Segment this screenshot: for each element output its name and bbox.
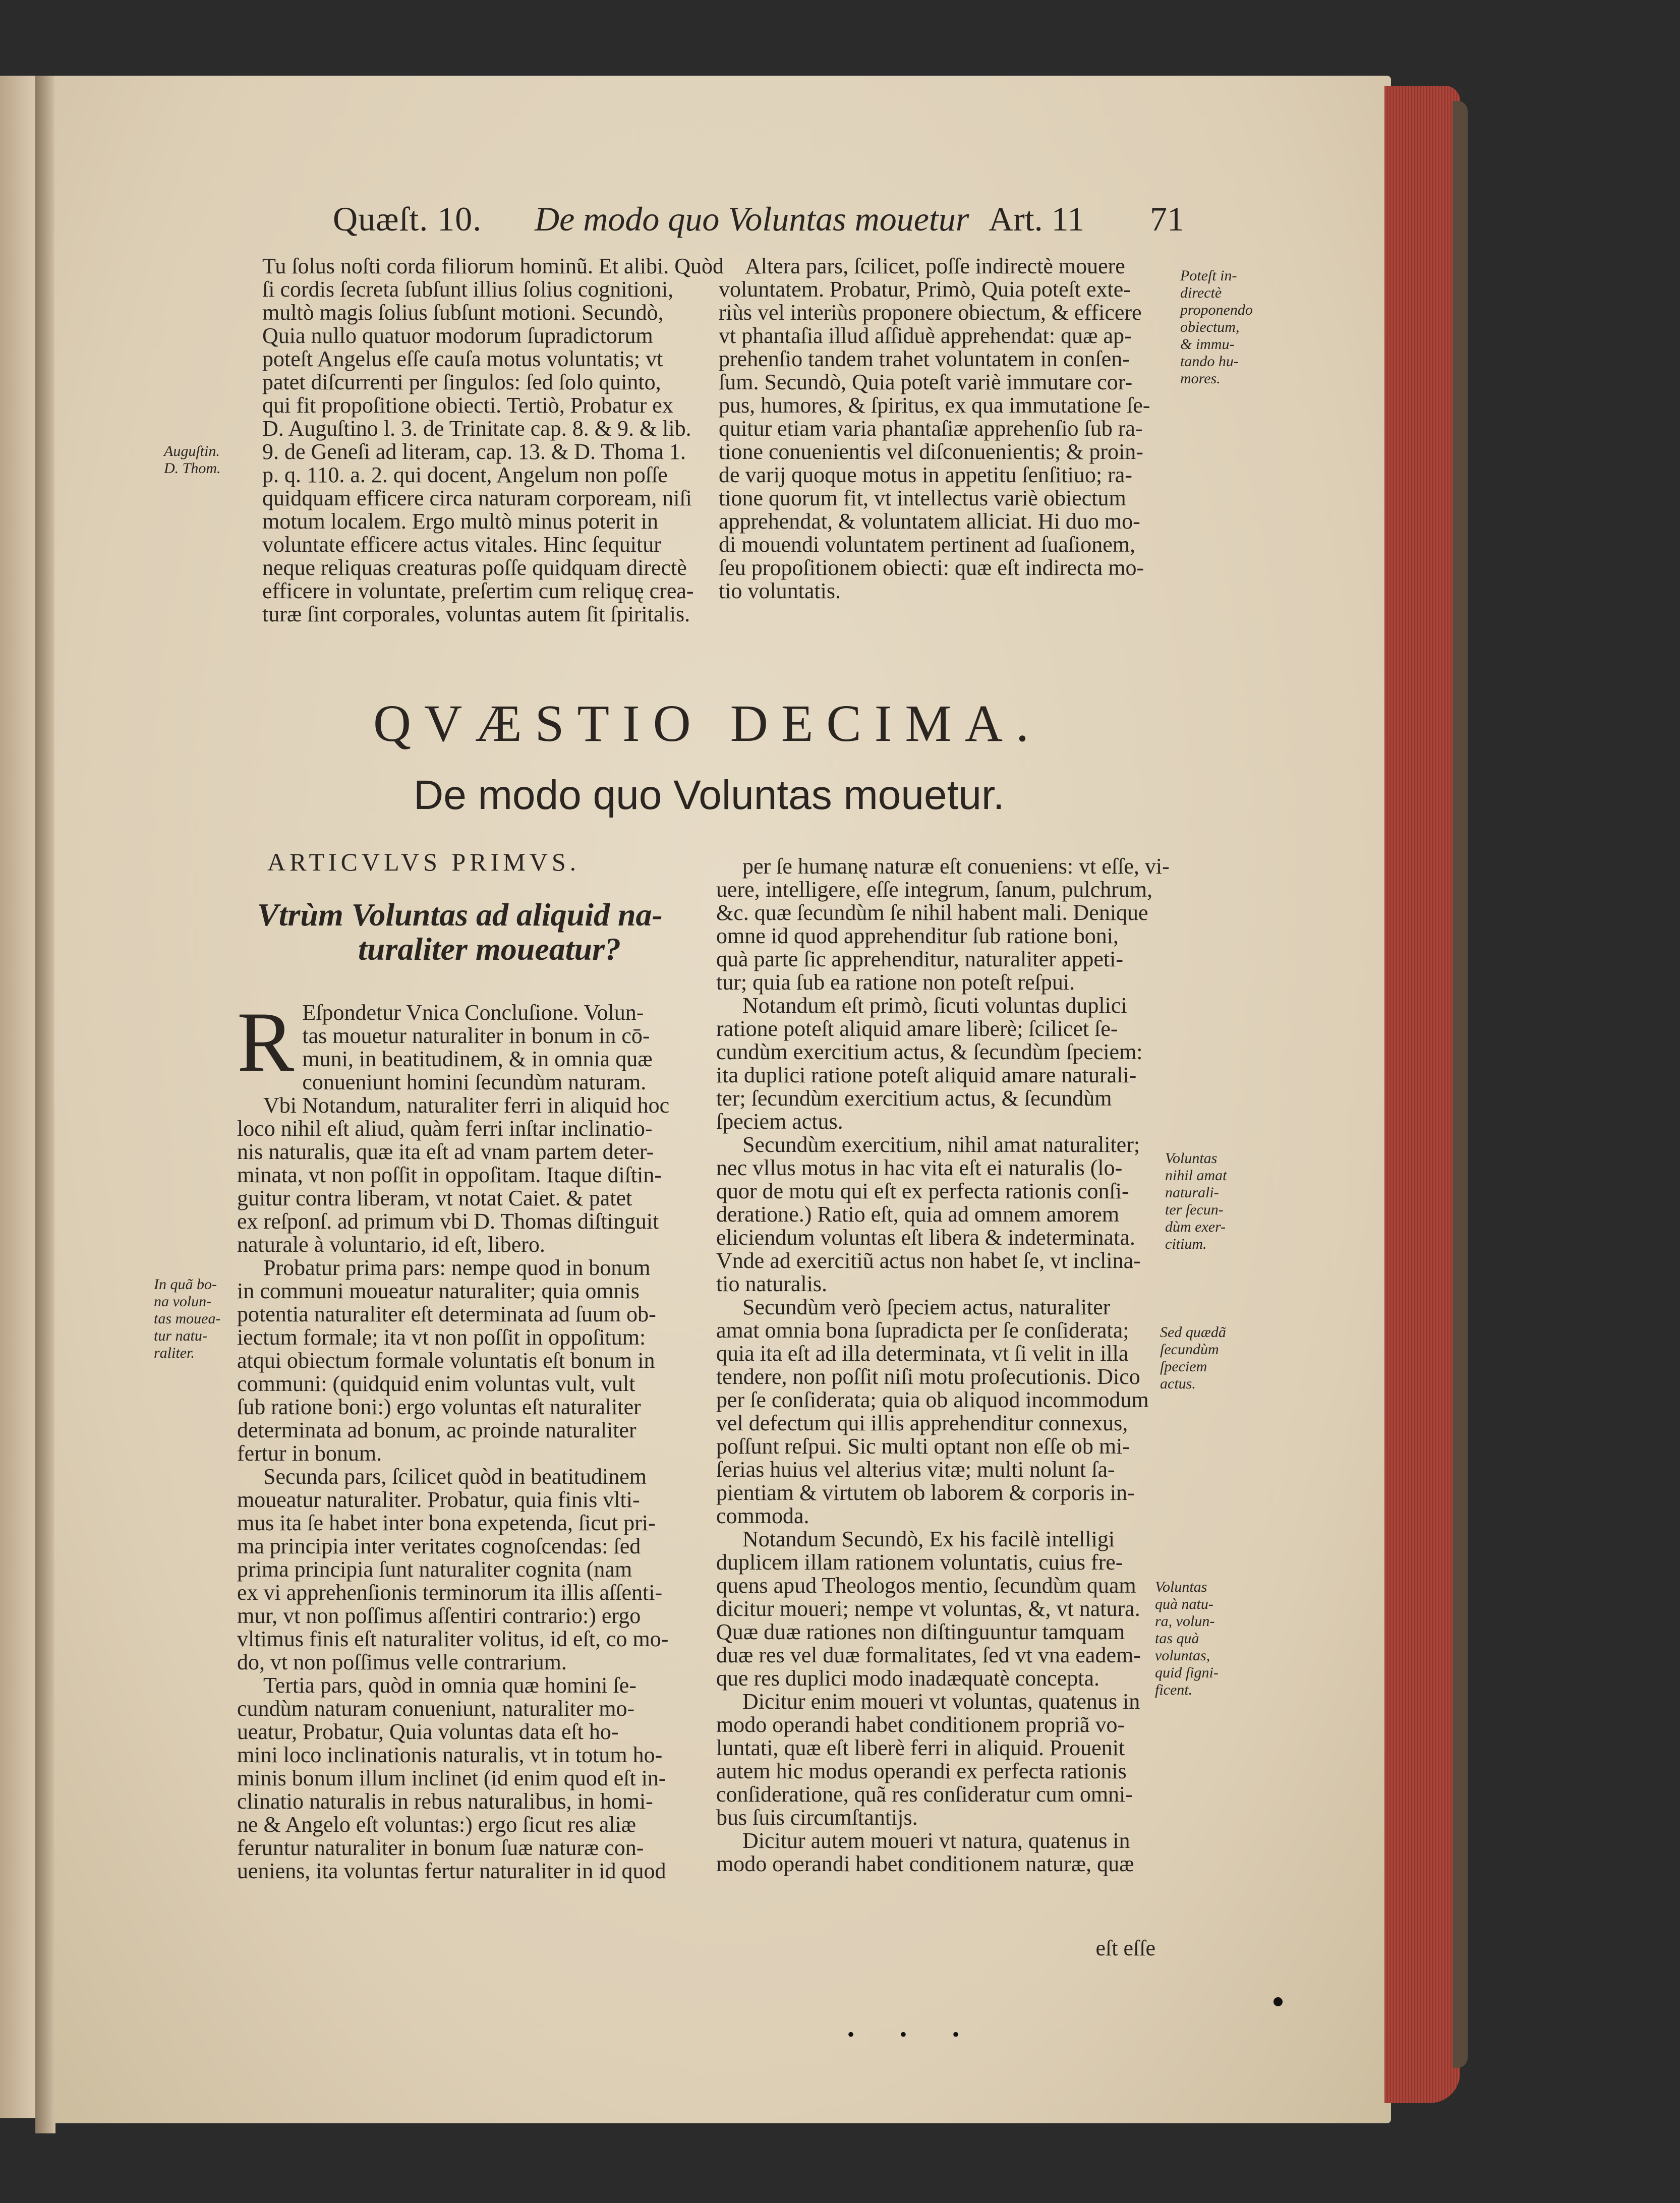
- text-line: iectum formale; ita vt non poſſit in oppoſitum:: [237, 1325, 646, 1350]
- text-line: vel defectum qui illis apprehenditur connexus,: [716, 1411, 1128, 1435]
- text-line: & immu-: [1180, 336, 1235, 353]
- text-line: tur natu-: [154, 1327, 207, 1344]
- text-line: voluntas,: [1155, 1647, 1210, 1664]
- text-line: Tu ſolus noſti corda filiorum hominũ. Et alibi. Quòd: [262, 254, 724, 278]
- text-line: neque reliquas creaturas poſſe quidquam directè: [262, 555, 687, 580]
- paragraph: [716, 994, 1170, 1133]
- header-question-ref: Quæſt. 10.: [333, 200, 482, 238]
- paragraph: [237, 1465, 696, 1674]
- text-line: tas mouetur naturaliter in bonum in cō-: [302, 1023, 650, 1048]
- text-line: cundùm exercitium actus, & ſecundùm ſpeciem:: [716, 1039, 1143, 1064]
- text-line: ficent.: [1155, 1682, 1193, 1698]
- running-header: [333, 199, 1210, 245]
- text-line: modo operandi habet conditionem naturæ, quæ: [716, 1851, 1134, 1876]
- text-line: ſeu propoſitionem obiecti: quæ eſt indirecta mo-: [719, 555, 1144, 580]
- text-line: poteſt Angelus eſſe cauſa motus voluntatis; vt: [262, 346, 663, 371]
- text-line: vltimus finis eſt naturaliter volitus, id eſt, co mo-: [237, 1627, 669, 1651]
- bottom-right-column: [716, 855, 1170, 1876]
- text-line: vt phantaſia illud aſſiduè apprehendat: quæ ap-: [719, 323, 1132, 348]
- bottom-left-column: [237, 995, 696, 1883]
- text-line: prima principia ſunt naturaliter cognita (nam: [237, 1557, 632, 1582]
- article-question-line-2: turaliter moueatur?: [358, 931, 621, 967]
- text-line: citium.: [1165, 1236, 1207, 1252]
- text-line: 9. de Geneſi ad literam, cap. 13. & D. Thoma 1.: [262, 439, 686, 464]
- paragraph: [237, 1256, 696, 1465]
- text-line: efficere in voluntate, preſertim cum reliquę crea-: [262, 578, 694, 603]
- text-line: actus.: [1160, 1375, 1196, 1392]
- text-line: motum localem. Ergo multò minus poterit in: [262, 509, 658, 534]
- text-line: luntati, quæ eſt liberè ferri in aliquid. Prouenit: [716, 1735, 1125, 1760]
- paragraph: [716, 1829, 1170, 1876]
- text-line: conueniunt homini ſecundùm naturam.: [302, 1070, 647, 1094]
- text-line: ter ſecun-: [1165, 1201, 1224, 1218]
- ornament-dots: • • •: [847, 2023, 980, 2046]
- text-line: determinata ad bonum, ac proinde naturaliter: [237, 1418, 636, 1442]
- text-line: ne & Angelo eſt voluntas:) ergo ſicut res aliæ: [237, 1812, 636, 1837]
- article-heading: ARTICVLVS PRIMVS.: [267, 848, 581, 876]
- text-line: poſſunt reſpui. Sic multi optant non eſſe ob mi-: [716, 1434, 1130, 1459]
- text-line: potentia naturaliter eſt determinata ad ſuum ob-: [237, 1302, 656, 1326]
- text-line: Notandum Secundò, Ex his facilè intelligi: [742, 1527, 1115, 1551]
- text-line: quor de motu qui eſt ex perfecta rationis conſi-: [716, 1179, 1129, 1203]
- margin-note-right-mid-2: [1160, 1324, 1226, 1393]
- text-line: ex reſponſ. ad primum vbi D. Thomas diſtinguit: [237, 1209, 659, 1234]
- text-line: ueniens, ita voluntas fertur naturaliter in id quod: [237, 1859, 666, 1883]
- text-line: deratione.) Ratio eſt, quia ad omnem amorem: [716, 1202, 1120, 1227]
- catchword: eſt eſſe: [1095, 1936, 1155, 1960]
- text-line: duplicem illam rationem voluntatis, cuius fre-: [716, 1550, 1123, 1575]
- text-line: Poteſt in-: [1180, 267, 1237, 284]
- text-line: mores.: [1180, 370, 1221, 387]
- text-line: feruntur naturaliter in bonum ſuæ naturæ con-: [237, 1835, 644, 1860]
- text-line: D. Thom.: [164, 460, 221, 477]
- text-line: Secundùm verò ſpeciem actus, naturaliter: [742, 1295, 1111, 1319]
- text-line: apprehendat, & voluntatem alliciat. Hi duo mo-: [719, 509, 1140, 534]
- text-line: que res duplici modo inadæquatè concepta.: [716, 1666, 1099, 1691]
- text-line: prehenſio tandem trahet voluntatem in conſen-: [719, 346, 1130, 371]
- text-line: moueatur naturaliter. Probatur, quia finis vlti-: [237, 1487, 640, 1512]
- article-question-line-1: Vtrùm Voluntas ad aliquid na-: [257, 897, 663, 933]
- text-line: Voluntas: [1155, 1579, 1207, 1595]
- text-line: Voluntas: [1165, 1150, 1218, 1167]
- top-left-column: [262, 254, 724, 626]
- text-line: ſecundùm: [1160, 1341, 1219, 1358]
- header-title: De modo quo Voluntas mouetur: [535, 200, 969, 238]
- ink-dot: [1273, 1997, 1283, 2006]
- text-line: Secundùm exercitium, nihil amat naturaliter;: [742, 1132, 1140, 1157]
- text-line: per ſe conſiderata; quia ob aliquod incommodum: [716, 1387, 1149, 1412]
- text-line: conſideratione, quã res conſideratur cum omni-: [716, 1782, 1133, 1807]
- text-line: mini loco inclinationis naturalis, vt in totum ho-: [237, 1743, 663, 1767]
- text-line: nec vllus motus in hac vita eſt ei naturalis (lo-: [716, 1155, 1123, 1180]
- top-right-column: [719, 255, 1168, 603]
- text-line: ita duplici ratione poteſt aliquid amare naturali-: [716, 1063, 1137, 1087]
- text-line: Eſpondetur Vnica Concluſione. Volun-: [302, 1000, 644, 1025]
- text-line: clinatio naturalis in rebus naturalibus, in homi-: [237, 1789, 653, 1814]
- text-line: patet diſcurrenti per ſingulos: ſed ſolo quinto,: [262, 370, 661, 394]
- text-line: tur; quia ſub ea ratione non poteſt reſpui.: [716, 970, 1075, 995]
- text-line: Tertia pars, quòd in omnia quæ homini ſe-: [263, 1673, 636, 1698]
- text-line: Quia nullo quatuor modorum ſupradictorum: [262, 323, 653, 348]
- text-line: ſi cordis ſecreta ſubſunt illius ſolius cognitioni,: [262, 277, 674, 302]
- text-line: dicitur moueri; nempe vt voluntas, &, vt natura.: [716, 1596, 1140, 1621]
- text-line: eliciendum voluntas eſt libera & indeterminata.: [716, 1225, 1135, 1250]
- text-line: Vbi Notandum, naturaliter ferri in aliquid hoc: [263, 1093, 670, 1118]
- left-page-edge: [0, 76, 36, 2118]
- text-line: Probatur prima pars: nempe quod in bonum: [263, 1255, 651, 1280]
- text-line: ter; ſecundùm exercitium actus, & ſecundùm: [716, 1086, 1112, 1111]
- text-line: guitur contra liberam, vt notat Caiet. & patet: [237, 1186, 632, 1210]
- text-line: raliter.: [154, 1345, 195, 1361]
- margin-note-right-mid-1: [1165, 1150, 1227, 1253]
- text-line: qui fit propoſitione obiecti. Tertiò, Probatur ex: [262, 393, 673, 418]
- text-line: &c. quæ ſecundùm ſe nihil habent mali. Denique: [716, 900, 1148, 925]
- text-line: Vnde ad exercitiũ actus non habet ſe, vt inclina-: [716, 1248, 1141, 1273]
- text-line: communi: (quidquid enim voluntas vult, vult: [237, 1371, 635, 1396]
- text-line: ſpeciem: [1160, 1358, 1207, 1375]
- text-line: ueatur, Probatur, Quia voluntas data eſt ho-: [237, 1719, 619, 1744]
- drop-cap: R: [237, 995, 295, 1089]
- text-line: turæ ſint corporales, voluntas autem ſit ſpiritalis.: [262, 602, 690, 626]
- text-line: ratione poteſt aliquid amare liberè; ſcilicet ſe-: [716, 1016, 1118, 1041]
- text-line: directè: [1180, 284, 1222, 301]
- text-line: ſub ratione boni:) ergo voluntas eſt naturaliter: [237, 1395, 641, 1419]
- margin-note-left-mid: [154, 1276, 220, 1362]
- text-line: quia ita eſt ad illa determinata, vt ſi velit in illa: [716, 1341, 1129, 1366]
- text-line: Dicitur enim moueri vt voluntas, quatenus in: [742, 1689, 1140, 1714]
- text-line: tas quà: [1155, 1630, 1199, 1647]
- text-line: tando hu-: [1180, 353, 1239, 370]
- text-line: naturali-: [1165, 1184, 1219, 1201]
- text-line: pientiam & virtutem ob laborem & corporis in-: [716, 1480, 1135, 1505]
- text-line: amat omnia bona ſupradicta per ſe conſiderata;: [716, 1318, 1129, 1343]
- question-subtitle: De modo quo Voluntas mouetur.: [414, 772, 1005, 818]
- text-line: minata, vt non poſſit in oppoſitam. Itaque diſtin-: [237, 1163, 662, 1187]
- text-line: obiectum,: [1180, 319, 1240, 335]
- text-line: ex vi apprehenſionis terminorum ita illis aſſenti-: [237, 1580, 663, 1605]
- text-line: quid ſigni-: [1155, 1664, 1219, 1681]
- page-block-red-edge: [1384, 86, 1460, 2103]
- text-line: ſum. Secundò, Quia poteſt variè immutare cor-: [719, 370, 1133, 394]
- opening-paragraph: [237, 995, 696, 1094]
- text-line: loco nihil eſt aliud, quàm ferri inſtar inclinatio-: [237, 1116, 653, 1141]
- text-line: mus ita ſe habet inter bona expetenda, ſicut pri-: [237, 1511, 656, 1535]
- text-line: proponendo: [1180, 302, 1253, 318]
- paragraph: [237, 1674, 696, 1883]
- text-line: ra, volun-: [1155, 1613, 1215, 1630]
- text-line: quidquam efficere circa naturam corpoream, niſi: [262, 486, 692, 510]
- text-line: Altera pars, ſcilicet, poſſe indirectè mouere: [745, 254, 1125, 278]
- paragraph: [716, 1133, 1170, 1296]
- text-line: quà parte ſic apprehenditur, naturaliter appeti-: [716, 947, 1123, 971]
- text-line: dùm exer-: [1165, 1219, 1226, 1235]
- text-line: uere, intelligere, eſſe integrum, ſanum, pulchrum,: [716, 877, 1153, 902]
- text-line: autem hic modus operandi ex perfecta rationis: [716, 1759, 1127, 1783]
- text-line: quitur etiam varia phantaſiæ apprehenſio ſub ra-: [719, 416, 1143, 441]
- text-line: in communi moueatur naturaliter; quia omnis: [237, 1279, 640, 1303]
- text-line: duæ res vel duæ formalitates, ſed vt vna eadem-: [716, 1643, 1141, 1667]
- text-line: voluntatem. Probatur, Primò, Quia poteſt exte-: [719, 277, 1131, 302]
- text-line: tione conuenientis vel diſconuenientis; & proin-: [719, 439, 1143, 464]
- text-line: fertur in bonum.: [237, 1441, 382, 1466]
- book-gutter: [35, 76, 55, 2133]
- text-line: modo operandi habet conditionem propriã vo-: [716, 1712, 1125, 1737]
- paragraph: [237, 1094, 696, 1256]
- binding-edge: [1453, 101, 1468, 2068]
- text-line: cundùm naturam conueniunt, naturaliter mo-: [237, 1696, 635, 1721]
- text-line: Secunda pars, ſcilicet quòd in beatitudinem: [263, 1464, 647, 1489]
- text-line: quens apud Theologos mentio, ſecundùm quam: [716, 1573, 1136, 1598]
- text-line: p. q. 110. a. 2. qui docent, Angelum non poſſe: [262, 462, 668, 487]
- text-line: multò magis ſolius ſubſunt motioni. Secundò,: [262, 300, 664, 325]
- margin-note-right-top: [1180, 267, 1253, 387]
- text-line: atqui obiectum formale voluntatis eſt bonum in: [237, 1348, 655, 1373]
- text-line: per ſe humanę naturæ eſt conueniens: vt eſſe, vi-: [742, 854, 1170, 879]
- text-line: Dicitur autem moueri vt natura, quatenus in: [742, 1828, 1130, 1853]
- text-line: muni, in beatitudinem, & in omnia quæ: [302, 1047, 653, 1071]
- text-line: Notandum eſt primò, ſicuti voluntas duplici: [742, 993, 1127, 1018]
- paragraph: [716, 1528, 1170, 1690]
- text-line: quà natu-: [1155, 1596, 1213, 1612]
- text-line: di mouendi voluntatem pertinent ad ſuaſionem,: [719, 532, 1136, 557]
- text-line: minis bonum illum inclinet (id enim quod eſt in-: [237, 1766, 666, 1790]
- text-line: tione quorum fit, vt intellectus variè obiectum: [719, 486, 1126, 510]
- text-line: ſerias huius vel alterius vitæ; multi nolunt ſa-: [716, 1457, 1115, 1482]
- text-line: ſpeciem actus.: [716, 1109, 843, 1134]
- margin-note-left-top: [164, 443, 221, 477]
- text-line: pus, humores, & ſpiritus, ex qua immutatione ſe-: [719, 393, 1150, 418]
- text-line: omne id quod apprehenditur ſub ratione boni,: [716, 923, 1119, 948]
- text-line: riùs vel interiùs proponere obiectum, & efficere: [719, 300, 1142, 325]
- text-line: tio naturalis.: [716, 1271, 827, 1296]
- paragraph: [716, 855, 1170, 994]
- paragraph: [716, 1690, 1170, 1829]
- text-line: voluntate efficere actus vitales. Hinc ſequitur: [262, 532, 661, 557]
- text-line: na volun-: [154, 1293, 212, 1310]
- text-line: mur, vt non poſſimus aſſentiri contrario:) ergo: [237, 1603, 641, 1628]
- text-line: nis naturalis, quæ ita eſt ad vnam partem deter-: [237, 1139, 654, 1164]
- text-line: Auguſtin.: [164, 443, 220, 459]
- text-line: Sed quædã: [1160, 1324, 1226, 1341]
- paragraph: [716, 1296, 1170, 1528]
- text-line: ma principia inter veritates cognoſcendas: ſed: [237, 1534, 641, 1558]
- text-line: In quã bo-: [154, 1276, 217, 1293]
- article-question: [257, 898, 691, 966]
- text-line: do, vt non poſſimus velle contrarium.: [237, 1650, 567, 1674]
- text-line: tas mouea-: [154, 1310, 221, 1327]
- header-article-ref: Art. 11: [989, 200, 1085, 238]
- text-line: bus ſuis circumſtantijs.: [716, 1805, 918, 1830]
- page-number: 71: [1150, 200, 1184, 238]
- text-line: commoda.: [716, 1503, 809, 1528]
- text-line: de varij quoque motus in appetitu ſenſitiuo; ra-: [719, 462, 1132, 487]
- text-line: D. Auguſtino l. 3. de Trinitate cap. 8. & 9. & lib.: [262, 416, 691, 441]
- text-line: naturale à voluntario, id eſt, libero.: [237, 1232, 545, 1257]
- margin-note-right-low: [1155, 1579, 1219, 1699]
- text-line: nihil amat: [1165, 1167, 1227, 1184]
- text-line: Quæ duæ rationes non diſtinguuntur tamquam: [716, 1619, 1125, 1644]
- text-line: tio voluntatis.: [719, 578, 841, 603]
- question-title: QVÆSTIO DECIMA.: [373, 694, 1042, 752]
- text-line: tendere, non poſſit niſi motu proſecutionis. Dico: [716, 1364, 1140, 1389]
